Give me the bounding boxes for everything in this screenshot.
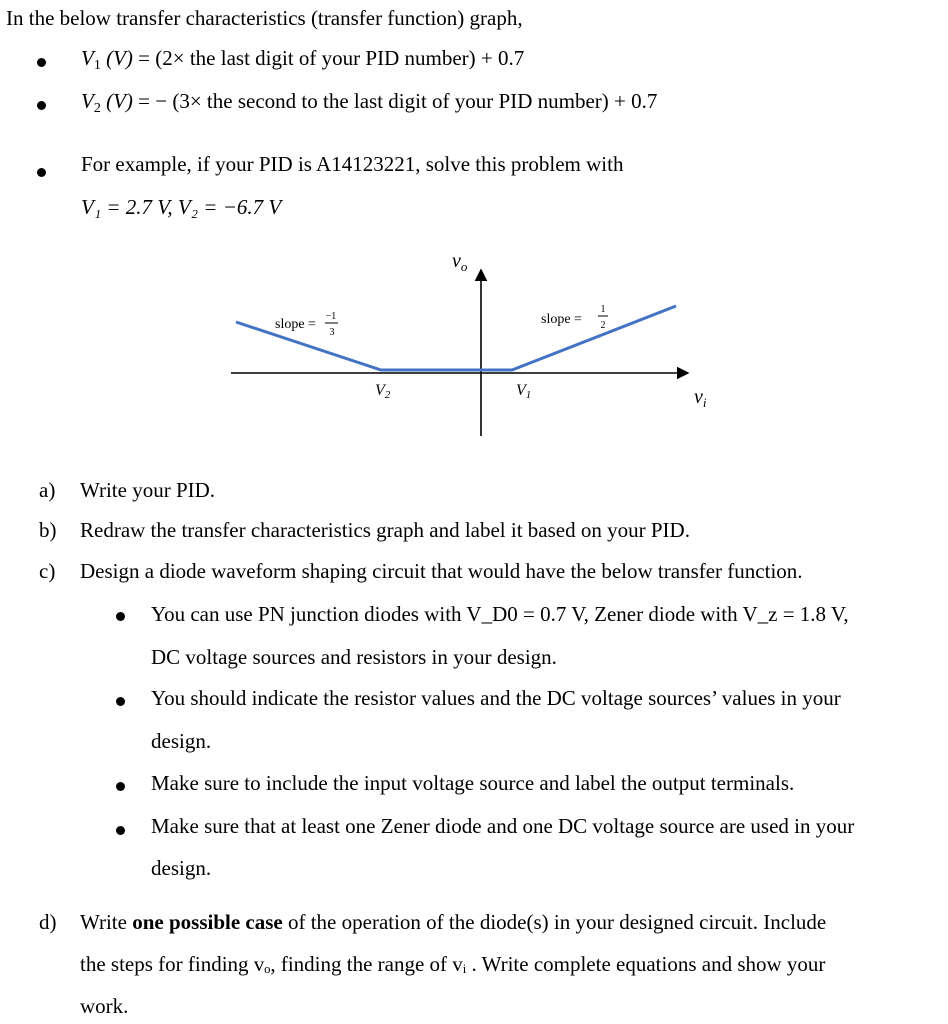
transfer-characteristic-graph xyxy=(0,240,948,450)
question-d-line-2: the steps for finding vₒ, finding the range of vᵢ . Write complete equations and show your xyxy=(80,952,826,976)
question-d-line-3: work. xyxy=(80,994,129,1018)
example-line-1: For example, if your PID is A14123221, solve this problem with xyxy=(81,152,624,176)
d-text-pre: Write xyxy=(80,910,133,934)
bullet xyxy=(116,612,125,621)
slope-left-numerator: −1 xyxy=(325,311,337,322)
bullet xyxy=(37,101,46,110)
v1-symbol: V xyxy=(81,46,94,70)
c-bullet-4-line-1: Make sure that at least one Zener diode and one DC voltage source are used in your xyxy=(151,814,855,838)
slope-right-denominator: 2 xyxy=(600,320,606,331)
bullet xyxy=(116,826,125,835)
question-a-text: Write your PID. xyxy=(80,478,216,502)
v2-symbol: V xyxy=(81,89,94,113)
slope-left-label: slope = xyxy=(275,317,316,332)
question-a-marker: a) xyxy=(39,478,56,502)
c-bullet-1-line-2: DC voltage sources and resistors in your design. xyxy=(151,645,557,669)
slope-right-label: slope = xyxy=(541,312,582,327)
slope-right-numerator: 1 xyxy=(600,304,606,315)
v2-subscript: 2 xyxy=(93,101,101,116)
v2-unit: (V) xyxy=(106,89,133,113)
bullet xyxy=(37,168,46,177)
c-bullet-4-line-2: design. xyxy=(151,856,212,880)
d-text-post: of the operation of the diode(s) in your designed circuit. Include xyxy=(282,910,827,934)
c-bullet-3-line-1: Make sure to include the input voltage source and label the output terminals. xyxy=(151,771,795,795)
slope-left-denominator: 3 xyxy=(329,327,335,338)
intro-text: In the below transfer characteristics (transfer function) graph, xyxy=(6,6,523,30)
bullet xyxy=(116,782,125,791)
v1-graph-label: V1 xyxy=(516,382,532,401)
c-bullet-2-line-2: design. xyxy=(151,729,212,753)
question-b-marker: b) xyxy=(39,518,57,542)
vi-label: $v_i$ xyxy=(694,386,707,410)
example-line-2: V₁ = 2.7 V, V₂ = −6.7 V xyxy=(81,195,282,219)
question-d-marker: d) xyxy=(39,910,57,934)
d-text-bold: one possible case xyxy=(132,910,283,934)
c-bullet-1-line-1: You can use PN junction diodes with V_D0 = 0.7 V, Zener diode with V_z = 1.8 V, xyxy=(151,602,849,626)
vo-label: $v_o$ xyxy=(452,250,468,274)
bullet xyxy=(116,697,125,706)
question-c-text: Design a diode waveform shaping circuit that would have the below transfer function. xyxy=(80,559,803,583)
question-b-text: Redraw the transfer characteristics graph and label it based on your PID. xyxy=(80,518,690,542)
question-c-marker: c) xyxy=(39,559,56,583)
transfer-curve xyxy=(236,306,676,370)
v1-formula: = (2× the last digit of your PID number) + 0.7 xyxy=(138,46,525,70)
v2-definition xyxy=(81,89,657,114)
question-d-line-1 xyxy=(80,910,826,935)
v2-formula: = − (3× the second to the last digit of your PID number) + 0.7 xyxy=(138,89,658,113)
v1-subscript: 1 xyxy=(93,58,101,73)
v2-graph-label: V2 xyxy=(375,382,391,401)
v1-unit: (V) xyxy=(106,46,133,70)
v1-definition xyxy=(81,46,524,71)
bullet xyxy=(37,58,46,67)
c-bullet-2-line-1: You should indicate the resistor values and the DC voltage sources’ values in your xyxy=(151,686,841,710)
